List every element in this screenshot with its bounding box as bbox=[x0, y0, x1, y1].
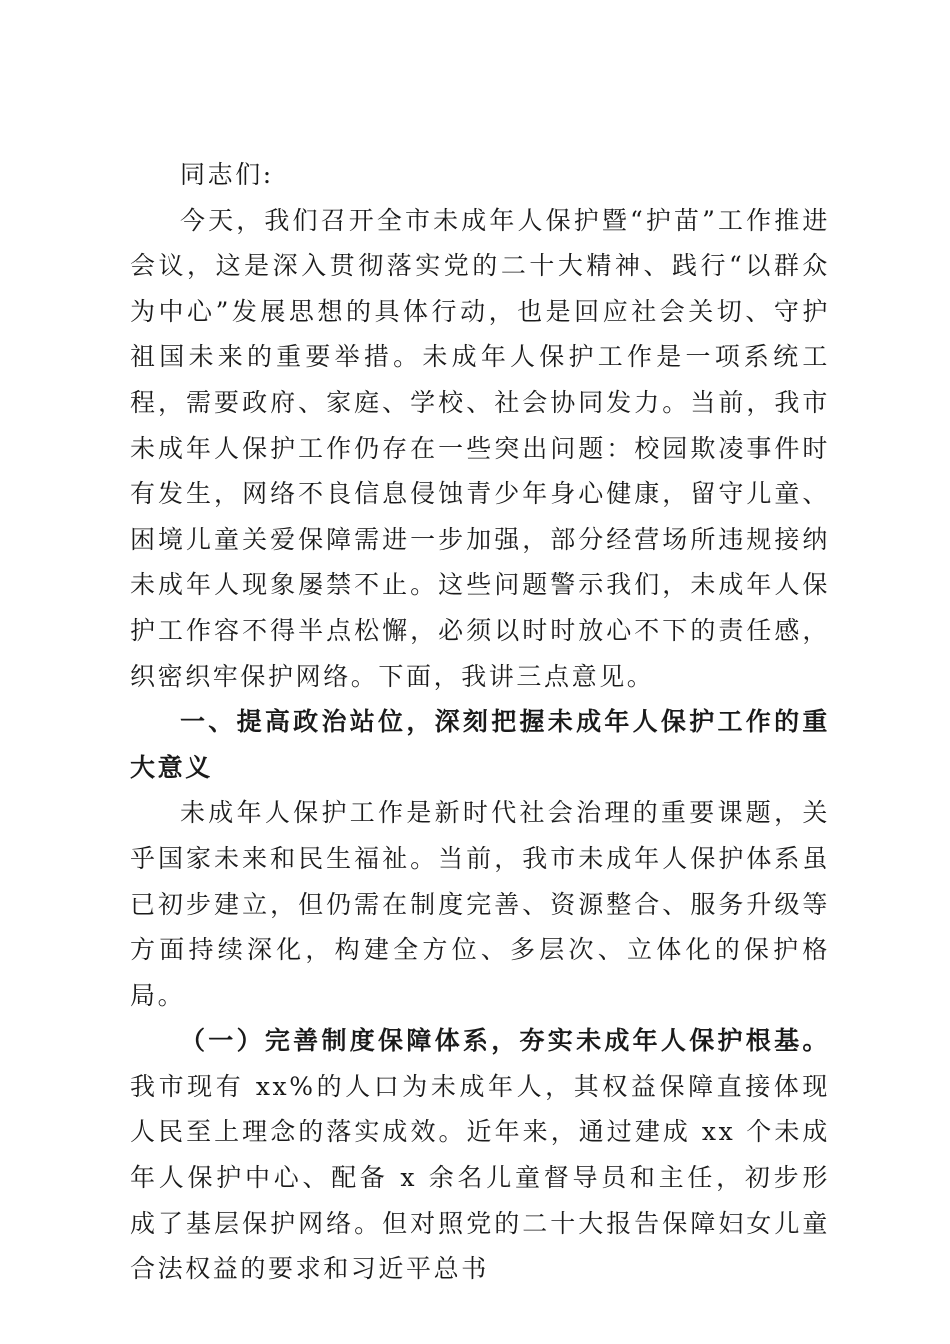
section-heading-1: 一、提高政治站位，深刻把握未成年人保护工作的重大意义 bbox=[130, 707, 830, 782]
section-1-paragraph: 未成年人保护工作是新时代社会治理的重要课题，关乎国家未来和民生福祉。当前，我市未成年人保护体系虽已初步建立，但仍需在制度完善、资源整合、服务升级等方面持续深化，构建全方位、多层次、立体化的保护格局。 bbox=[130, 798, 830, 1010]
intro-paragraph: 今天，我们召开全市未成年人保护暨“护苗”工作推进会议，这是深入贯彻落实党的二十大精神、践行“以群众为中心”发展思想的具体行动，也是回应社会关切、守护祖国未来的重要举措。未成年人保护工作是一项系统工程，需要政府、家庭、学校、社会协同发力。当前，我市未成年人保护工作仍存在一些突出问题：校园欺凌事件时有发生，网络不良信息侵蚀青少年身心健康，留守儿童、困境儿童关爱保障需进一步加强，部分经营场所违规接纳未成年人现象屡禁不止。这些问题警示我们，未成年人保护工作容不得半点松懈，必须以时时放心不下的责任感，织密织牢保护网络。下面，我讲三点意见。 bbox=[130, 205, 830, 691]
salutation: 同志们: bbox=[180, 160, 274, 189]
document-body bbox=[130, 152, 830, 1292]
subsection-1-paragraph bbox=[130, 1018, 830, 1292]
subsection-heading-1: （一）完善制度保障体系，夯实未成年人保护根基。 bbox=[180, 1026, 830, 1056]
subsection-1-text: 我市现有 xx%的人口为未成年人，其权益保障直接体现人民至上理念的落实成效。近年来，通过建成 xx 个未成年人保护中心、配备 x 余名儿童督导员和主任，初步形成了基层保护网络。但对照党的二十大报告保障妇女儿童合法权益的要求和习近平总书 bbox=[130, 1071, 830, 1284]
